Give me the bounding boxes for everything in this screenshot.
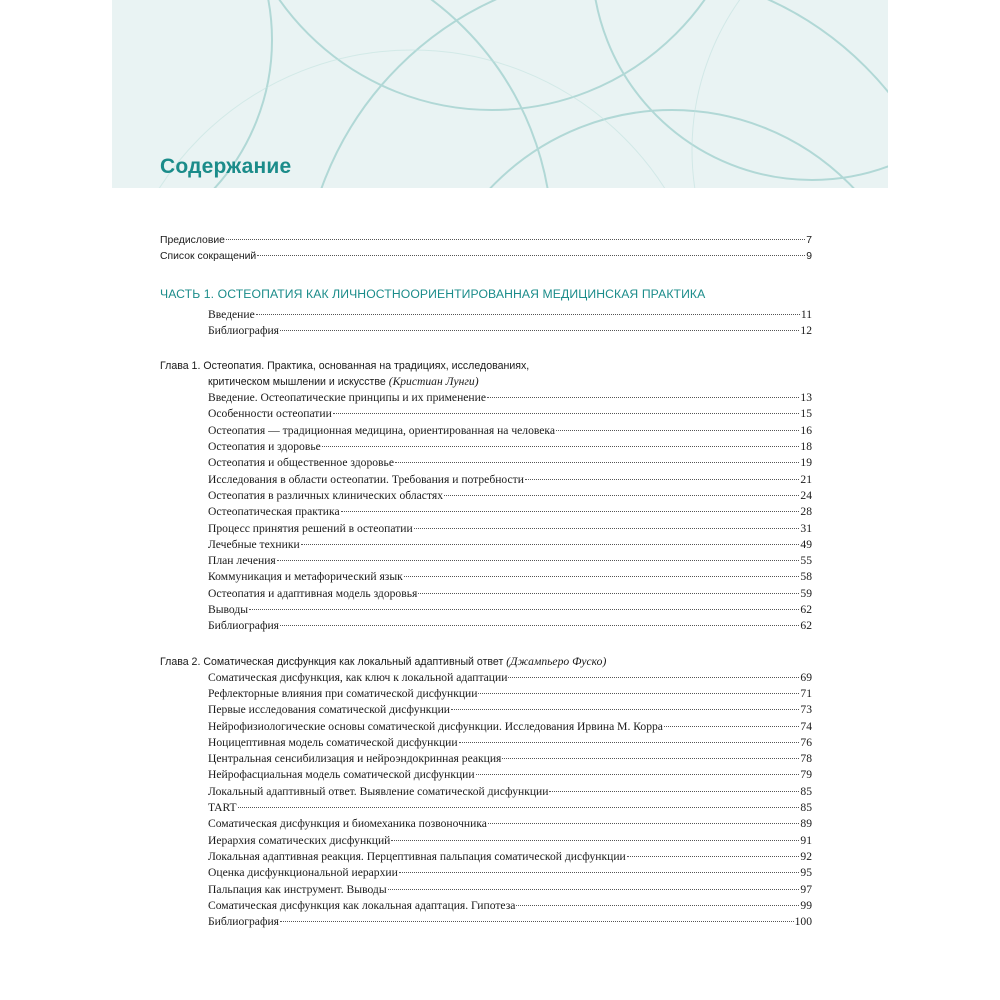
- toc-entry[interactable]: [160, 569, 812, 585]
- toc-entry-title: Центральная сенсибилизация и нейроэндокринная реакция: [208, 752, 502, 766]
- toc-entry[interactable]: [160, 439, 812, 455]
- toc-entry[interactable]: [160, 602, 812, 618]
- toc-entry-title: Введение. Остеопатические принципы и их применение: [208, 391, 486, 405]
- chapter-1-heading: [160, 358, 812, 390]
- leader-dots: [451, 709, 799, 710]
- toc-entry-title: Иерархия соматических дисфункций: [208, 833, 391, 847]
- toc-entry-title: Соматическая дисфункция, как ключ к локальной адаптации: [208, 670, 508, 684]
- toc-entry[interactable]: [160, 800, 812, 816]
- toc-entry[interactable]: [160, 882, 812, 898]
- leader-dots: [508, 677, 799, 678]
- leader-dots: [257, 255, 805, 256]
- toc-entry-abbreviations[interactable]: [160, 249, 812, 265]
- toc-entry[interactable]: [160, 455, 812, 471]
- toc-entry-title: Остеопатия и адаптивная модель здоровья: [208, 586, 418, 600]
- toc-entry-page: 9: [806, 251, 812, 263]
- leader-dots: [322, 446, 800, 447]
- leader-dots: [502, 758, 799, 759]
- leader-dots: [341, 511, 800, 512]
- leader-dots: [476, 774, 800, 775]
- toc-entry-page: 62: [800, 619, 812, 633]
- leader-dots: [277, 560, 800, 561]
- leader-dots: [488, 823, 799, 824]
- leader-dots: [280, 625, 799, 626]
- chapter-title: Глава 2. Соматическая дисфункция как локальный адаптивный ответ: [160, 655, 504, 668]
- part-1-heading: ЧАСТЬ 1. ОСТЕОПАТИЯ КАК ЛИЧНОСТНООРИЕНТИРОВАННАЯ МЕДИЦИНСКАЯ ПРАКТИКА: [160, 286, 706, 301]
- toc-entry-page: 15: [800, 407, 812, 421]
- leader-dots: [549, 791, 799, 792]
- toc-entry[interactable]: [160, 833, 812, 849]
- toc-entry[interactable]: [160, 914, 812, 930]
- toc-entry[interactable]: [160, 323, 812, 339]
- toc-entry-title: Библиография: [208, 915, 280, 929]
- toc-entry[interactable]: [160, 735, 812, 751]
- toc-entry[interactable]: [160, 686, 812, 702]
- toc-entry-page: 74: [800, 719, 812, 733]
- toc-entry[interactable]: [160, 784, 812, 800]
- toc-entry-page: 71: [800, 686, 812, 700]
- toc-entry-page: 92: [800, 849, 812, 863]
- toc-entry[interactable]: [160, 586, 812, 602]
- leader-dots: [280, 330, 799, 331]
- toc-entry-title: TART: [208, 801, 237, 815]
- toc-entry-page: 19: [800, 456, 812, 470]
- toc-entry[interactable]: [160, 406, 812, 422]
- toc-entry-title: Коммуникация и метафорический язык: [208, 570, 403, 584]
- toc-entry-page: 28: [800, 505, 812, 519]
- chapter-author: (Кристиан Лунги): [388, 375, 479, 389]
- toc-entry-title: План лечения: [208, 554, 276, 568]
- toc-entry-page: 78: [800, 752, 812, 766]
- leader-dots: [444, 495, 799, 496]
- toc-entry-title: Локальный адаптивный ответ. Выявление соматической дисфункции: [208, 784, 549, 798]
- toc-entry-page: 59: [800, 586, 812, 600]
- leader-dots: [301, 544, 800, 545]
- toc-entry-page: 85: [800, 801, 812, 815]
- table-of-contents: [160, 233, 812, 930]
- leader-dots: [256, 314, 800, 315]
- leader-dots: [478, 693, 799, 694]
- leader-dots: [556, 430, 799, 431]
- leader-dots: [414, 528, 800, 529]
- toc-entry-title: Остеопатическая практика: [208, 505, 340, 519]
- toc-entry-page: 13: [800, 391, 812, 405]
- toc-entry[interactable]: [160, 898, 812, 914]
- leader-dots: [399, 872, 800, 873]
- toc-entry-page: 76: [800, 735, 812, 749]
- toc-entry-title: Библиография: [208, 619, 280, 633]
- toc-entry-page: 16: [800, 423, 812, 437]
- toc-entry-title: Лечебные техники: [208, 537, 300, 551]
- toc-entry-page: 55: [800, 554, 812, 568]
- toc-entry-page: 79: [800, 768, 812, 782]
- chapter-2-entries: [160, 670, 812, 931]
- leader-dots: [487, 397, 799, 398]
- toc-entry[interactable]: [160, 719, 812, 735]
- leader-dots: [627, 856, 800, 857]
- leader-dots: [388, 889, 800, 890]
- toc-entry-title: Локальная адаптивная реакция. Перцептивная пальпация соматической дисфункции: [208, 849, 626, 863]
- toc-entry-page: 85: [800, 784, 812, 798]
- toc-entry-title: Остеопатия — традиционная медицина, ориентированная на человека: [208, 423, 556, 437]
- toc-entry-title: Остеопатия и здоровье: [208, 440, 321, 454]
- toc-entry[interactable]: [160, 702, 812, 718]
- toc-entry[interactable]: [160, 865, 812, 881]
- chapter-1-entries: [160, 390, 812, 634]
- leader-dots: [391, 840, 799, 841]
- toc-entry-page: 12: [800, 323, 812, 337]
- chapter-title-line2: критическом мышлении и искусстве: [208, 376, 386, 389]
- toc-entry-title: Пальпация как инструмент. Выводы: [208, 882, 387, 896]
- toc-entry-title: Ноцицептивная модель соматической дисфункции: [208, 735, 458, 749]
- leader-dots: [525, 479, 799, 480]
- toc-entry-page: 62: [800, 603, 812, 617]
- chapter-title: Глава 1. Остеопатия. Практика, основанная на традициях, исследованиях,: [160, 360, 530, 373]
- toc-entry[interactable]: [160, 537, 812, 553]
- toc-entry[interactable]: [160, 307, 812, 323]
- page-title: Содержание: [160, 155, 292, 178]
- toc-entry-title: Первые исследования соматической дисфункции: [208, 703, 451, 717]
- toc-entry[interactable]: [160, 816, 812, 832]
- leader-dots: [404, 576, 800, 577]
- leader-dots: [459, 742, 800, 743]
- toc-entry-page: 7: [806, 235, 812, 246]
- toc-entry[interactable]: [160, 670, 812, 686]
- toc-entry-title: Соматическая дисфункция и биомеханика позвоночника: [208, 817, 487, 831]
- toc-entry[interactable]: [160, 504, 812, 520]
- leader-dots: [516, 905, 799, 906]
- toc-entry-title: Оценка дисфункциональной иерархии: [208, 866, 398, 880]
- toc-entry[interactable]: [160, 751, 812, 767]
- leader-dots: [249, 609, 799, 610]
- toc-entry[interactable]: [160, 553, 812, 569]
- toc-entry[interactable]: [160, 849, 812, 865]
- chapter-title-continued: [160, 374, 812, 390]
- toc-entry-title: Библиография: [208, 323, 280, 337]
- toc-entry-title: Процесс принятия решений в остеопатии: [208, 521, 413, 535]
- toc-entry[interactable]: [160, 767, 812, 783]
- toc-entry[interactable]: [160, 390, 812, 406]
- chapter-2-heading: [160, 654, 812, 670]
- toc-entry-title: Введение: [208, 307, 255, 321]
- leader-dots: [418, 593, 799, 594]
- toc-entry-page: 91: [800, 833, 812, 847]
- leader-dots: [664, 726, 799, 727]
- toc-entry[interactable]: [160, 488, 812, 504]
- toc-entry-page: 58: [800, 570, 812, 584]
- toc-entry-page: 89: [800, 817, 812, 831]
- toc-entry-page: 49: [800, 537, 812, 551]
- toc-entry-title: Остеопатия в различных клинических областях: [208, 488, 443, 502]
- toc-entry-page: 31: [800, 521, 812, 535]
- toc-entry[interactable]: [160, 472, 812, 488]
- toc-entry-title: Нейрофизиологические основы соматической дисфункции. Исследования Ирвина М. Корра: [208, 719, 663, 733]
- chapter-author: (Джампьеро Фуско): [506, 654, 607, 668]
- toc-entry-title: Список сокращений: [160, 251, 257, 263]
- toc-entry-page: 21: [800, 472, 812, 486]
- toc-entry-page: 18: [800, 440, 812, 454]
- leader-dots: [280, 921, 794, 922]
- toc-entry[interactable]: [160, 423, 812, 439]
- toc-entry-preface[interactable]: [160, 233, 812, 249]
- leader-dots: [238, 807, 800, 808]
- toc-entry-title: Выводы: [208, 603, 249, 617]
- toc-entry-page: 73: [800, 703, 812, 717]
- toc-entry-page: 97: [800, 882, 812, 896]
- toc-entry-page: 95: [800, 866, 812, 880]
- toc-entry-title: Рефлекторные влияния при соматической дисфункции: [208, 686, 478, 700]
- leader-dots: [333, 413, 800, 414]
- toc-entry-title: Исследования в области остеопатии. Требования и потребности: [208, 472, 524, 486]
- toc-entry-title: Остеопатия и общественное здоровье: [208, 456, 394, 470]
- toc-entry[interactable]: [160, 521, 812, 537]
- toc-entry-title: Особенности остеопатии: [208, 407, 332, 421]
- toc-entry[interactable]: [160, 618, 812, 634]
- toc-entry-page: 11: [800, 307, 812, 321]
- toc-entry-page: 69: [800, 670, 812, 684]
- toc-entry-page: 100: [794, 915, 812, 929]
- toc-entry-page: 99: [800, 898, 812, 912]
- toc-entry-title: Нейрофасциальная модель соматической дисфункции: [208, 768, 475, 782]
- toc-entry-page: 24: [800, 488, 812, 502]
- leader-dots: [395, 462, 799, 463]
- leader-dots: [226, 239, 805, 240]
- toc-entry-title: Предисловие: [160, 235, 225, 246]
- toc-entry-title: Соматическая дисфункция как локальная адаптация. Гипотеза: [208, 898, 516, 912]
